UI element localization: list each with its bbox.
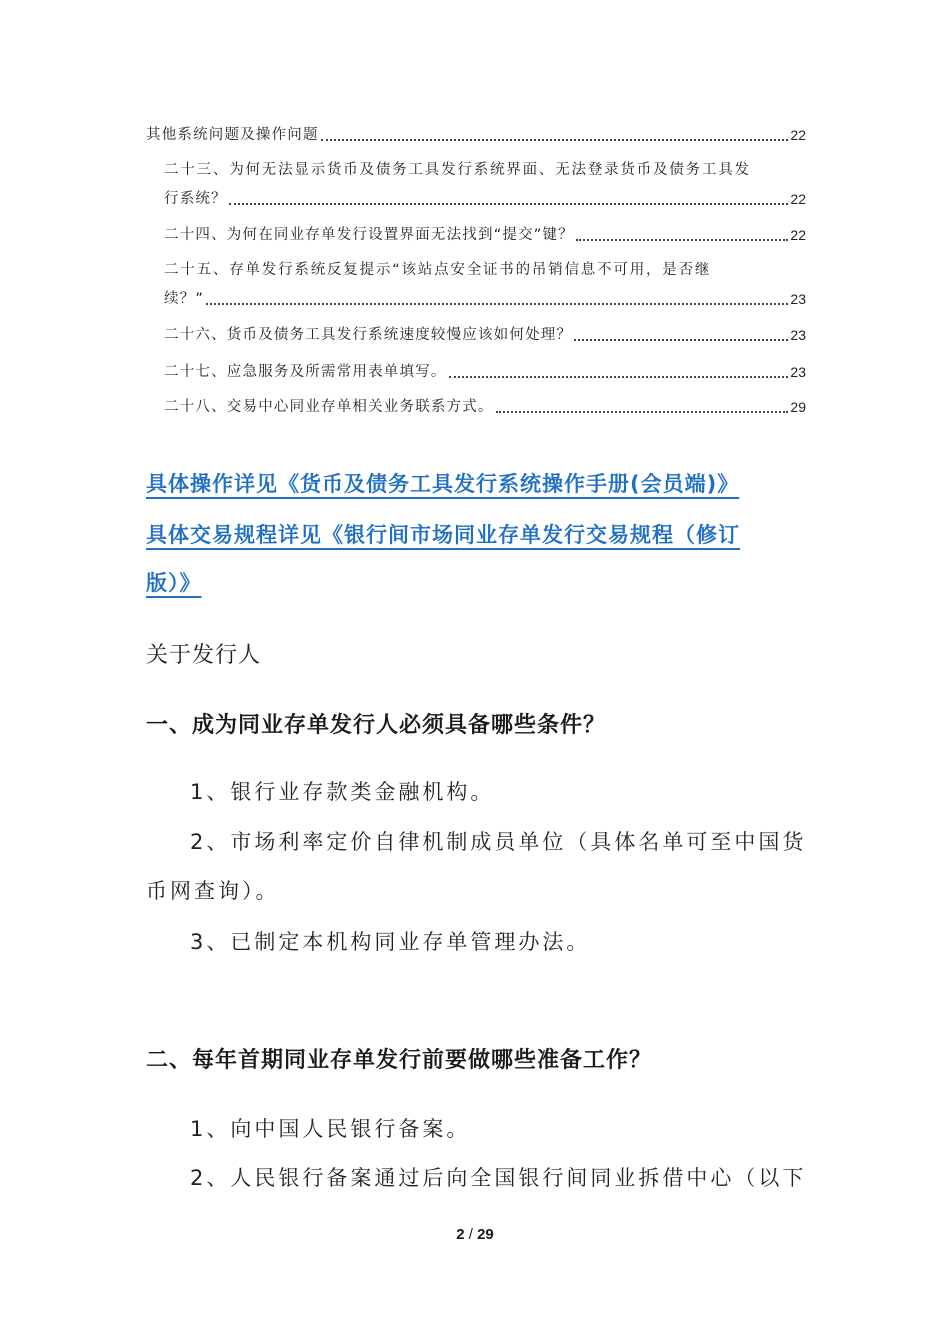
- toc-entry[interactable]: [146, 323, 806, 347]
- toc-leader: [496, 410, 789, 413]
- toc-entry[interactable]: [146, 123, 806, 147]
- page-footer: [0, 1226, 950, 1243]
- toc-leader: [449, 375, 789, 378]
- toc-entry[interactable]: [146, 223, 806, 247]
- rules-link-continued[interactable]: 版）》: [146, 571, 202, 595]
- toc-entry-line1[interactable]: [146, 258, 806, 282]
- toc-entry-title: 二十八、交易中心同业存单相关业务联系方式。: [164, 399, 494, 415]
- toc-entry-title: 二十四、为何在同业存单发行设置界面无法找到“提交”键？: [164, 227, 574, 243]
- toc-entry[interactable]: [146, 187, 806, 211]
- q1-item: 1、银行业存款类金融机构。: [190, 780, 495, 804]
- toc-leader: [574, 338, 788, 341]
- q2-item: 2、人民银行备案通过后向全国银行间同业拆借中心（以下: [190, 1166, 807, 1190]
- toc-entry-title: 二十七、应急服务及所需常用表单填写。: [164, 364, 447, 380]
- toc-leader: [576, 238, 789, 241]
- toc-entry-page: 22: [790, 191, 806, 207]
- toc-entry[interactable]: [146, 395, 806, 419]
- toc-entry-page: 29: [790, 399, 806, 415]
- toc-entry-title: 其他系统问题及操作问题: [146, 127, 319, 143]
- manual-link[interactable]: 具体操作详见《货币及债务工具发行系统操作手册(会员端)》: [146, 472, 740, 496]
- toc-leader: [206, 302, 788, 305]
- toc-entry[interactable]: [146, 287, 806, 311]
- toc-leader: [321, 138, 789, 141]
- question-1-title: 一、成为同业存单发行人必须具备哪些条件？: [146, 713, 607, 738]
- section-title: 关于发行人: [146, 643, 262, 668]
- toc-entry-page: 23: [790, 291, 806, 307]
- page-total: 29: [477, 1226, 494, 1243]
- toc-entry-page: 23: [790, 327, 806, 343]
- toc-entry-title: 二十五、存单发行系统反复提示“该站点安全证书的吊销信息不可用，是否继: [164, 262, 712, 278]
- rules-link[interactable]: 具体交易规程详见《银行间市场同业存单发行交易规程（修订: [146, 523, 740, 547]
- q1-item: 2、市场利率定价自律机制成员单位（具体名单可至中国货: [190, 830, 807, 854]
- toc-entry-title: 二十三、为何无法显示货币及债务工具发行系统界面、无法登录货币及债务工具发: [164, 162, 751, 178]
- toc-entry-title: 续？”: [164, 291, 205, 307]
- q1-item-continued: 币网查询）。: [146, 879, 280, 903]
- page-number: 2: [456, 1226, 465, 1243]
- toc-entry-page: 22: [790, 227, 806, 243]
- toc-entry-line1[interactable]: [146, 158, 806, 182]
- toc-entry-page: 23: [790, 364, 806, 380]
- toc-entry-page: 22: [790, 127, 806, 143]
- question-2-title: 二、每年首期同业存单发行前要做哪些准备工作？: [146, 1048, 653, 1073]
- page-separator: /: [468, 1226, 473, 1243]
- toc-entry-title: 二十六、货币及债务工具发行系统速度较慢应该如何处理？: [164, 327, 573, 343]
- q1-item: 3、已制定本机构同业存单管理办法。: [190, 930, 591, 954]
- toc-leader: [229, 202, 789, 205]
- toc-entry[interactable]: [146, 360, 806, 384]
- q2-item: 1、向中国人民银行备案。: [190, 1117, 471, 1141]
- toc-entry-title: 行系统？: [164, 191, 227, 207]
